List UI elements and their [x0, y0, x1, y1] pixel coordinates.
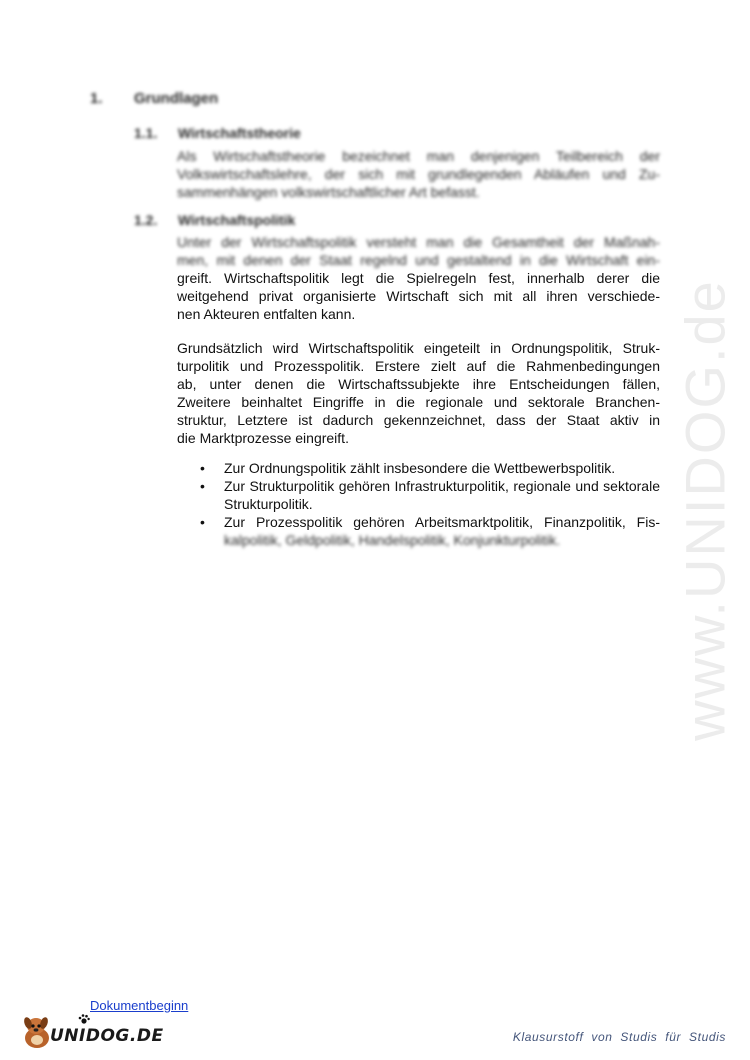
- text-line: die Marktprozesse eingreift.: [177, 430, 349, 446]
- subsection-title: Wirtschaftspolitik: [178, 212, 296, 228]
- watermark: www.UNIDOG.de: [673, 279, 737, 741]
- unidog-logo: [20, 1012, 164, 1052]
- list-item-text: kalpolitik, Geldpolitik, Handelspolitik, Konjunkturpolitik.: [224, 532, 561, 548]
- subsection-title: Wirtschaftstheorie: [178, 125, 301, 141]
- dog-mascot-icon: [20, 1014, 54, 1050]
- list-item: [200, 477, 660, 513]
- paw-icon: [78, 1014, 90, 1024]
- subsection-heading: [134, 212, 295, 228]
- paragraph-wirtschaftspolitik: [177, 233, 660, 323]
- paragraph-einteilung: [177, 339, 660, 447]
- paragraph-wirtschaftstheorie: [177, 147, 660, 201]
- text-line: struktur, Letztere ist dadurch gekennzeichnet, dass der Staat aktiv in: [177, 412, 660, 428]
- list-item-text: Zur Prozesspolitik gehören Arbeitsmarktpolitik, Finanzpolitik, Fis-: [224, 514, 660, 530]
- list-item-text: Zur Strukturpolitik gehören Infrastrukturpolitik, regionale und sektorale Strukturpolitik.: [224, 478, 660, 512]
- subsection-heading: [134, 125, 301, 141]
- text-line: Als Wirtschaftstheorie bezeichnet man denjenigen Teilbereich der: [177, 148, 660, 164]
- text-line: turpolitik und Prozesspolitik. Erstere zielt auf die Rahmenbedingungen: [177, 358, 660, 374]
- text-line: Volkswirtschaftslehre, der sich mit grundlegenden Abläufen und Zu-: [177, 166, 660, 182]
- text-line: sammenhängen volkswirtschaftlicher Art befasst.: [177, 184, 480, 200]
- text-line: Zweitere beinhaltet Eingriffe in die regionale und sektorale Branchen-: [177, 394, 660, 410]
- list-item: [200, 459, 660, 477]
- text-line: Grundsätzlich wird Wirtschaftspolitik eingeteilt in Ordnungspolitik, Struk-: [177, 340, 660, 356]
- document-start-link[interactable]: Dokumentbeginn: [90, 998, 189, 1013]
- subsection-number: 1.1.: [134, 125, 158, 141]
- bullet-icon: •: [200, 514, 205, 530]
- section-number: 1.: [90, 90, 103, 107]
- bullet-icon: •: [200, 460, 205, 476]
- text-line: greift. Wirtschaftspolitik legt die Spielregeln fest, innerhalb derer die: [177, 270, 660, 286]
- text-line: weitgehend privat organisierte Wirtschaft sich mit all ihren verschiede-: [177, 288, 660, 304]
- text-line: Unter der Wirtschaftspolitik versteht man die Gesamtheit der Maßnah-: [177, 234, 660, 250]
- section-title: Grundlagen: [134, 90, 219, 107]
- footer-tagline: Klausurstoff von Studis für Studis: [512, 1030, 726, 1044]
- subsection-number: 1.2.: [134, 212, 158, 228]
- logo-text: UNIDOG.DE: [50, 1026, 164, 1046]
- section-heading: [90, 90, 218, 107]
- bullet-icon: •: [200, 478, 205, 494]
- text-line: ab, unter denen die Wirtschaftssubjekte ihre Entscheidungen fällen,: [177, 376, 660, 392]
- text-line: nen Akteuren entfalten kann.: [177, 306, 356, 322]
- text-line: men, mit denen der Staat regelnd und gestaltend in die Wirtschaft ein-: [177, 252, 660, 268]
- list-item-text: Zur Ordnungspolitik zählt insbesondere die Wettbewerbspolitik.: [224, 460, 616, 476]
- bullet-list: [200, 459, 660, 549]
- list-item: [200, 513, 660, 549]
